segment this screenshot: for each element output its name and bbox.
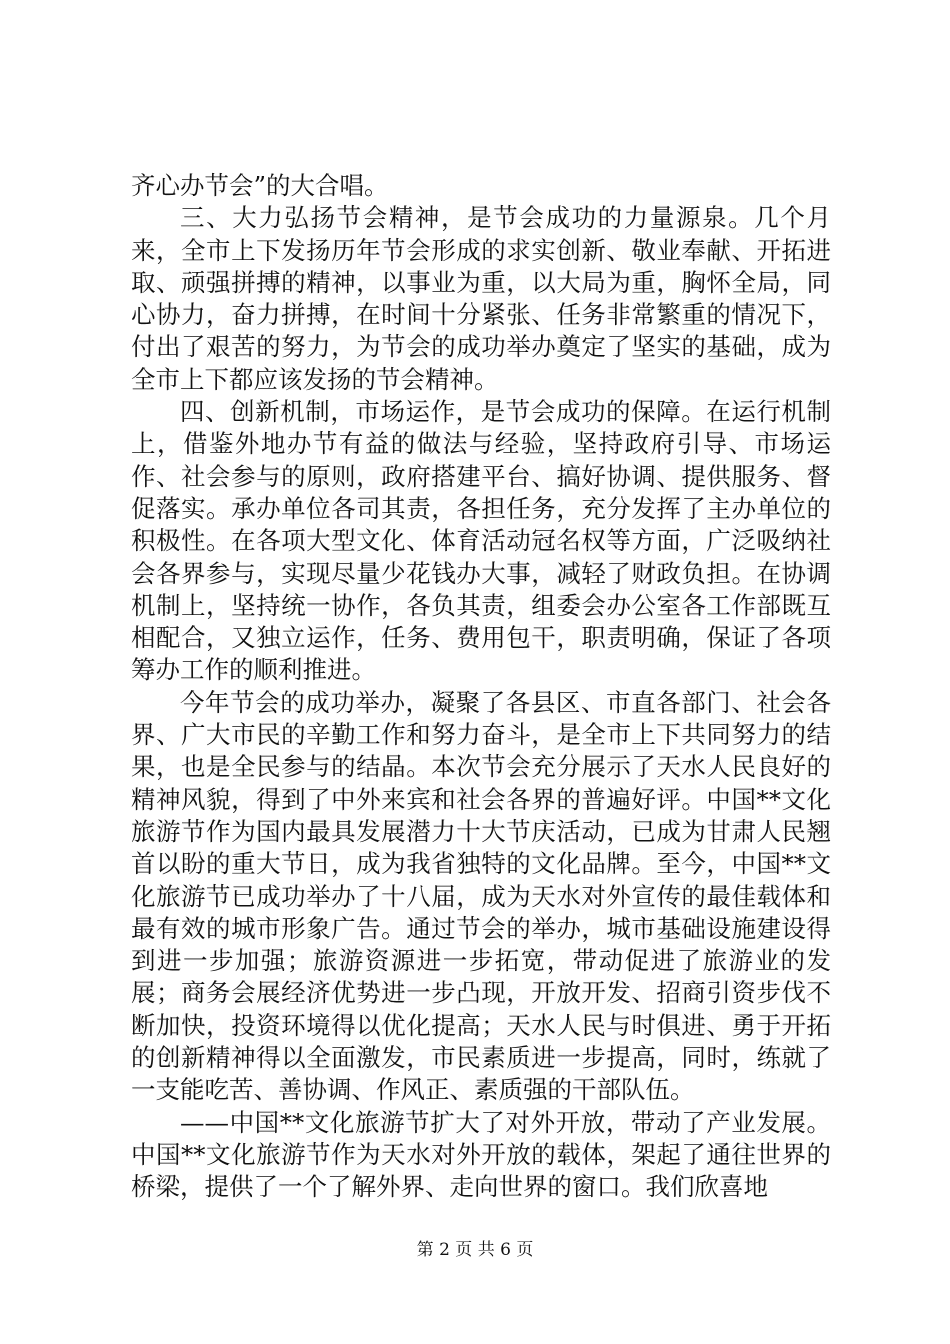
paragraph-1: 齐心办节会”的大合唱。 xyxy=(131,171,389,200)
paragraph-4: 今年节会的成功举办，凝聚了各县区、市直各部门、社会各界、广大市民的辛勤工作和努力奋斗，是全市上下共同努力的结果，也是全民参与的结晶。本次节会充分展示了天水人民良好的精神风貌，得到了中外来宾和社会各界的普遍好评。中国**文化旅游节作为国内最具发展潜力十大节庆活动，已成为甘肃人民翘首以盼的重大节日，成为我省独特的文化品牌。至今，中国**文化旅游节已成功举办了十八届，成为天水对外宣传的最佳载体和最有效的城市形象广告。通过节会的举办，城市基础设施建设得到进一步加强；旅游资源进一步拓宽，带动促进了旅游业的发展；商务会展经济优势进一步凸现，开放开发、招商引资步伐不断加快，投资环境得以优化提高；天水人民与时俱进、勇于开拓的创新精神得以全面激发，市民素质进一步提高，同时，练就了一支能吃苦、善协调、作风正、素质强的干部队伍。 xyxy=(131,687,831,1105)
paragraph-3: 四、创新机制，市场运作，是节会成功的保障。在运行机制上，借鉴外地办节有益的做法与经验，坚持政府引导、市场运作、社会参与的原则，政府搭建平台、搞好协调、提供服务、督促落实。承办单位各司其责，各担任务，充分发挥了主办单位的积极性。在各项大型文化、体育活动冠名权等方面，广泛吸纳社会各界参与，实现尽量少花钱办大事，减轻了财政负担。在协调机制上，坚持统一协作，各负其责，组委会办公室各工作部既互相配合，又独立运作，任务、费用包干，职责明确，保证了各项筹办工作的顺利推进。 xyxy=(131,397,831,685)
paragraph-5: ——中国**文化旅游节扩大了对外开放，带动了产业发展。中国**文化旅游节作为天水对外开放的载体，架起了通往世界的桥梁，提供了一个了解外界、走向世界的窗口。我们欣喜地 xyxy=(131,1107,831,1202)
paragraph-2: 三、大力弘扬节会精神，是节会成功的力量源泉。几个月来，全市上下发扬历年节会形成的求实创新、敬业奉献、开拓进取、顽强拼搏的精神，以事业为重，以大局为重，胸怀全局，同心协力，奋力拼搏，在时间十分紧张、任务非常繁重的情况下，付出了艰苦的努力，为节会的成功举办奠定了坚实的基础，成为全市上下都应该发扬的节会精神。 xyxy=(131,203,831,394)
page-footer xyxy=(0,1240,950,1260)
page-number-label: 第 2 页 共 6 页 xyxy=(416,1240,534,1260)
document-body xyxy=(131,170,831,1204)
